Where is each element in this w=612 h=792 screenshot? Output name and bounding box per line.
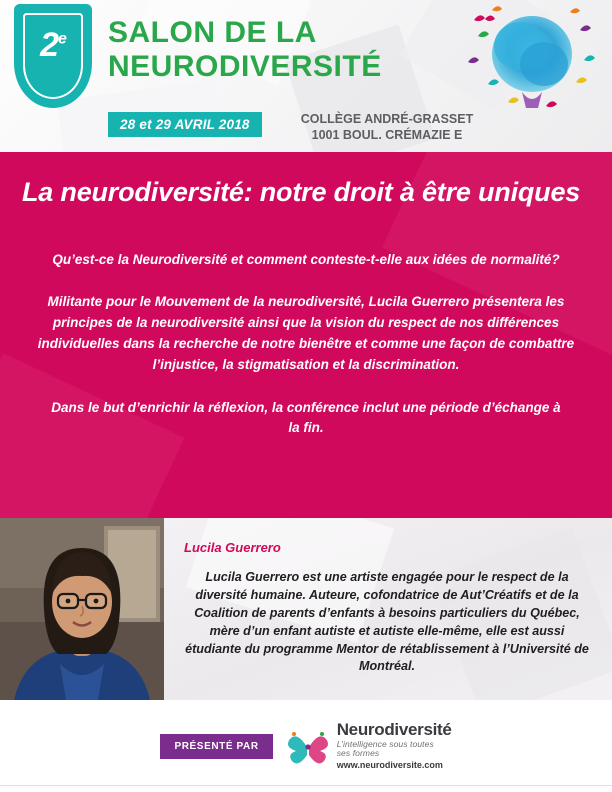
speaker-photo <box>0 518 164 700</box>
bio-text-block <box>164 518 612 700</box>
venue-line-1: COLLÈGE ANDRÉ-GRASSET <box>300 112 474 126</box>
poster-footer <box>0 700 612 792</box>
sponsor-tagline-line2: ses formes <box>336 747 380 758</box>
sponsor-name: Neurodiversité <box>336 719 452 739</box>
sponsor-logo[interactable] <box>287 721 452 771</box>
sponsor-logo-text <box>337 721 452 771</box>
conference-title: La neurodiversité: notre droit à être uniques <box>22 177 581 207</box>
poster-header <box>0 0 612 152</box>
main-content-panel <box>0 152 612 518</box>
presented-by-badge: PRÉSENTÉ PAR <box>160 734 272 759</box>
event-title-line1: SALON DE LA <box>108 16 317 49</box>
conference-lead: Qu’est-ce la Neurodiversité et comment conteste-t-elle aux idées de normalité? <box>52 251 560 267</box>
speaker-bio-section <box>0 518 612 700</box>
speaker-name: Lucila Guerrero <box>184 540 281 555</box>
venue-line-2: 1001 BOUL. CRÉMAZIE E <box>311 127 463 142</box>
conference-paragraph-2: Dans le but d’enrichir la réflexion, la conférence inclut une période d’échange à la fin. <box>51 399 561 436</box>
butterfly-cluster-icon <box>458 2 598 120</box>
sponsor-tagline-line1: L’intelligence sous toutes <box>336 738 434 749</box>
sponsor-url[interactable]: www.neurodiversite.com <box>336 760 443 771</box>
edition-shield-logo <box>14 4 92 108</box>
speaker-bio-text: Lucila Guerrero est une artiste engagée pour le respect de la diversité humaine. Auteure, cofondatrice de Aut’Créatifs et de la Coalition de parents d’enfants à besoins particuliers du Québec, mère d’un enfant autiste et autiste elle-même, elle est aussi étudiante du programme Mentor de rétablissement à l’Université de Montréal. <box>185 570 589 674</box>
event-title-line2: NEURODIVERSITÉ <box>108 49 382 83</box>
edition-number <box>14 26 92 65</box>
neurodiversite-butterfly-icon <box>287 725 329 767</box>
conference-paragraph-1: Militante pour le Mouvement de la neurodiversité, Lucila Guerrero présentera les principes de la neurodiversité ainsi que la vision du respect de nos différences individuelles dans la recherche de notre bienêtre et comme une façon de combattre l’injustice, la stigmatisation et la discrimination. <box>37 293 575 372</box>
edition-number-suffix: e <box>58 30 66 48</box>
speaker-portrait-illustration <box>0 518 164 700</box>
edition-number-value: 2 <box>40 26 58 64</box>
event-date-badge: 28 et 29 AVRIL 2018 <box>108 112 262 137</box>
event-title-block <box>108 16 438 83</box>
footer-divider <box>0 785 612 786</box>
